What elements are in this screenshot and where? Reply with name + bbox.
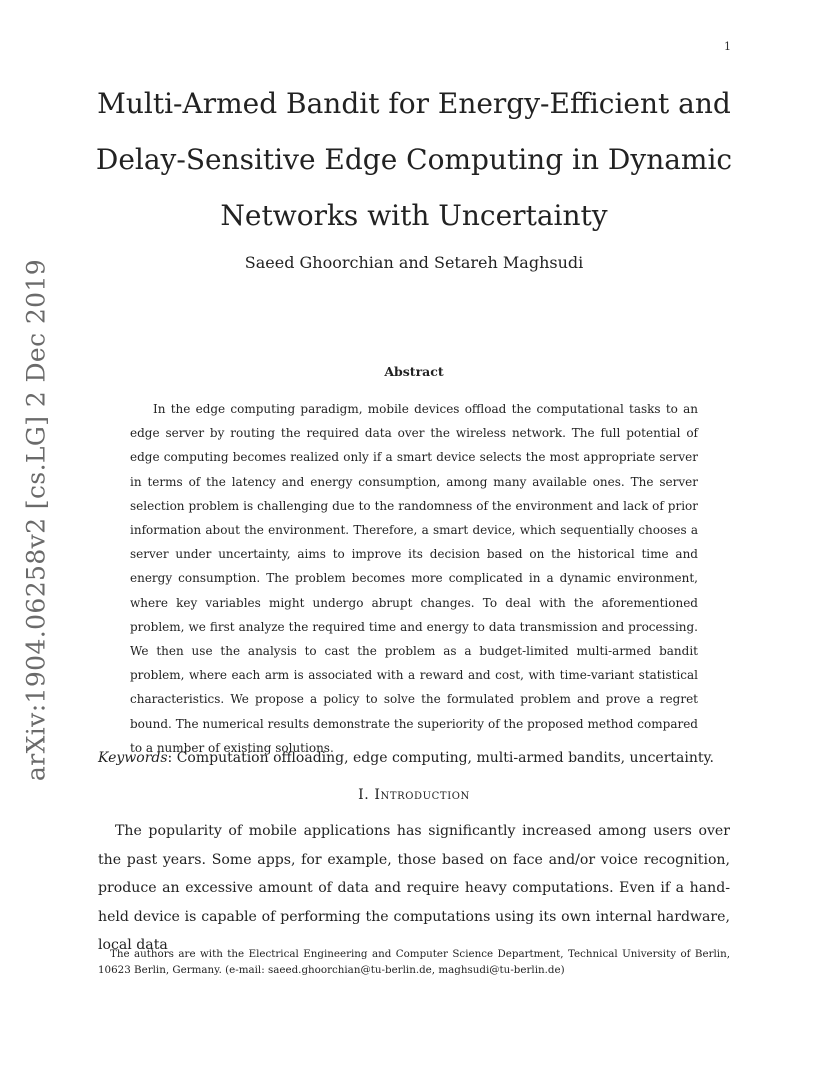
abstract-text: In the edge computing paradigm, mobile devices offload the computational tasks to an edge server by routing the required data over the wireless network. The full potential of edge computing becomes realized only if a smart device selects the most appropriate server in terms of the latency and energy consumption, among many available ones. The server selection problem is challenging due to the randomness of the environment and lack of prior information about the environment. Therefore, a smart device, which sequentially chooses a server under uncertainty, aims to improve its decision based on the historical time and energy consumption. The problem becomes more complicated in a dynamic environment, where key variables might undergo abrupt changes. To deal with the aforementioned problem, we first analyze the required time and energy to data transmission and processing. We then use the analysis to cast the problem as a budget-limited multi-armed bandit problem, where each arm is associated with a reward and cost, with time-variant statistical characteristics. We propose a policy to solve the formulated problem and prove a regret bound. The numerical results demonstrate the superiority of the proposed method compared to a number of existing solutions.	[130, 402, 698, 755]
abstract-heading: Abstract	[384, 364, 444, 379]
section-numeral: I.	[358, 787, 370, 803]
section-heading-introduction	[98, 787, 730, 803]
keywords-line	[98, 750, 730, 766]
keywords-label: Keywords	[98, 750, 168, 766]
section-title: Introduction	[374, 787, 470, 803]
author-affiliation-footnote: The authors are with the Electrical Engineering and Computer Science Department, Technical University of Berlin, 10623 Berlin, Germany. (e-mail: saeed.ghoorchian@tu-berlin.de, maghsudi@tu-berlin.de)	[98, 948, 730, 976]
keywords-text: : Computation offloading, edge computing, multi-armed bandits, uncertainty.	[167, 750, 714, 766]
arxiv-identifier-stamp: arXiv:1904.06258v2 [cs.LG] 2 Dec 2019	[21, 258, 51, 782]
paper-authors: Saeed Ghoorchian and Setareh Maghsudi	[244, 253, 584, 272]
page-number: 1	[724, 40, 731, 53]
introduction-paragraph: The popularity of mobile applications has significantly increased among users over the past years. Some apps, for example, those based on face and/or voice recognition, produce an excessive amount of data and require heavy computations. Even if a hand-held device is capable of performing the computations using its own internal hardware, local data	[98, 823, 730, 953]
paper-title: Multi-Armed Bandit for Energy-Efficient and Delay-Sensitive Edge Computing in Dynamic Networks with Uncertainty	[95, 87, 733, 232]
